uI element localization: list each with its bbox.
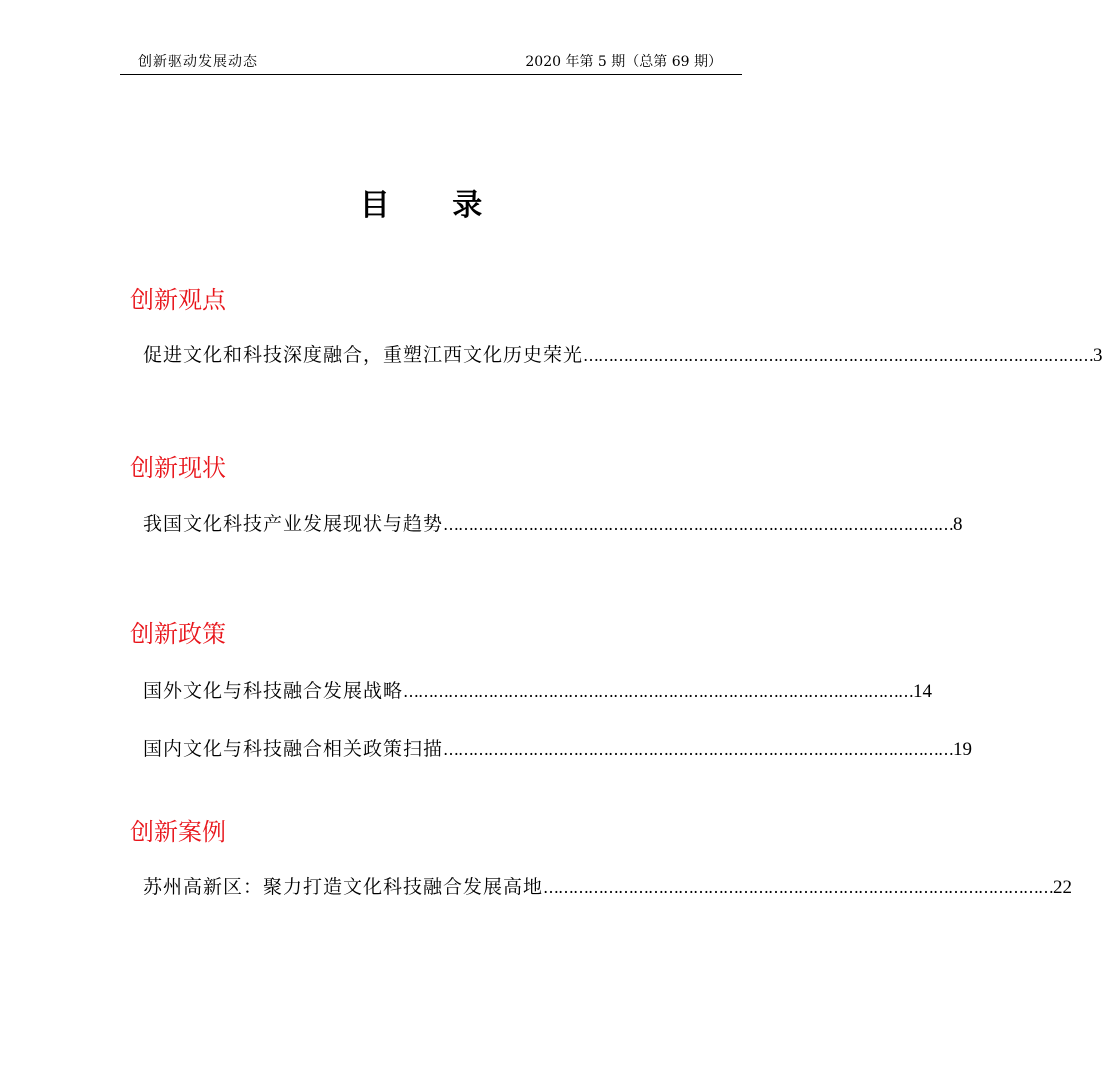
toc-title: 目 录 xyxy=(359,188,509,223)
toc-entry-title: 苏州高新区：聚力打造文化科技融合发展高地 xyxy=(143,876,544,898)
toc-entry-page: 8 xyxy=(953,514,963,535)
toc-entry-title: 我国文化科技产业发展现状与趋势 xyxy=(143,513,444,535)
toc-entry[interactable] xyxy=(143,676,933,704)
toc-entry-page: 14 xyxy=(913,681,933,702)
section-heading-policy: 创新政策 xyxy=(130,620,226,648)
toc-leader-dots: ………………………………………………………………………………………… xyxy=(443,740,954,759)
header-publication-name: 创新驱动发展动态 xyxy=(138,54,258,70)
toc-entry[interactable] xyxy=(143,340,1103,368)
toc-entry-page: 19 xyxy=(953,739,973,760)
toc-entry-page: 3 xyxy=(1093,345,1103,366)
toc-entry-page: 22 xyxy=(1053,877,1073,898)
section-heading-status: 创新现状 xyxy=(130,454,226,482)
toc-entry[interactable] xyxy=(143,509,963,537)
header-issue-info: 2020 年第 5 期（总第 69 期） xyxy=(525,54,722,70)
toc-entry-title: 国外文化与科技融合发展战略 xyxy=(143,680,404,702)
toc-entry[interactable] xyxy=(143,734,973,762)
page-header xyxy=(120,48,742,75)
toc-entry[interactable] xyxy=(143,872,1073,900)
section-heading-cases: 创新案例 xyxy=(130,818,226,846)
toc-leader-dots: ………………………………………………………………………………………… xyxy=(443,515,954,534)
toc-entry-title: 国内文化与科技融合相关政策扫描 xyxy=(143,738,444,760)
toc-leader-dots: ………………………………………………………………………………………… xyxy=(543,878,1054,897)
toc-leader-dots: ………………………………………………………………………………………… xyxy=(583,346,1094,365)
toc-entry-title: 促进文化和科技深度融合，重塑江西文化历史荣光 xyxy=(143,344,584,366)
toc-leader-dots: ………………………………………………………………………………………… xyxy=(403,682,914,701)
section-heading-viewpoint: 创新观点 xyxy=(130,286,226,314)
